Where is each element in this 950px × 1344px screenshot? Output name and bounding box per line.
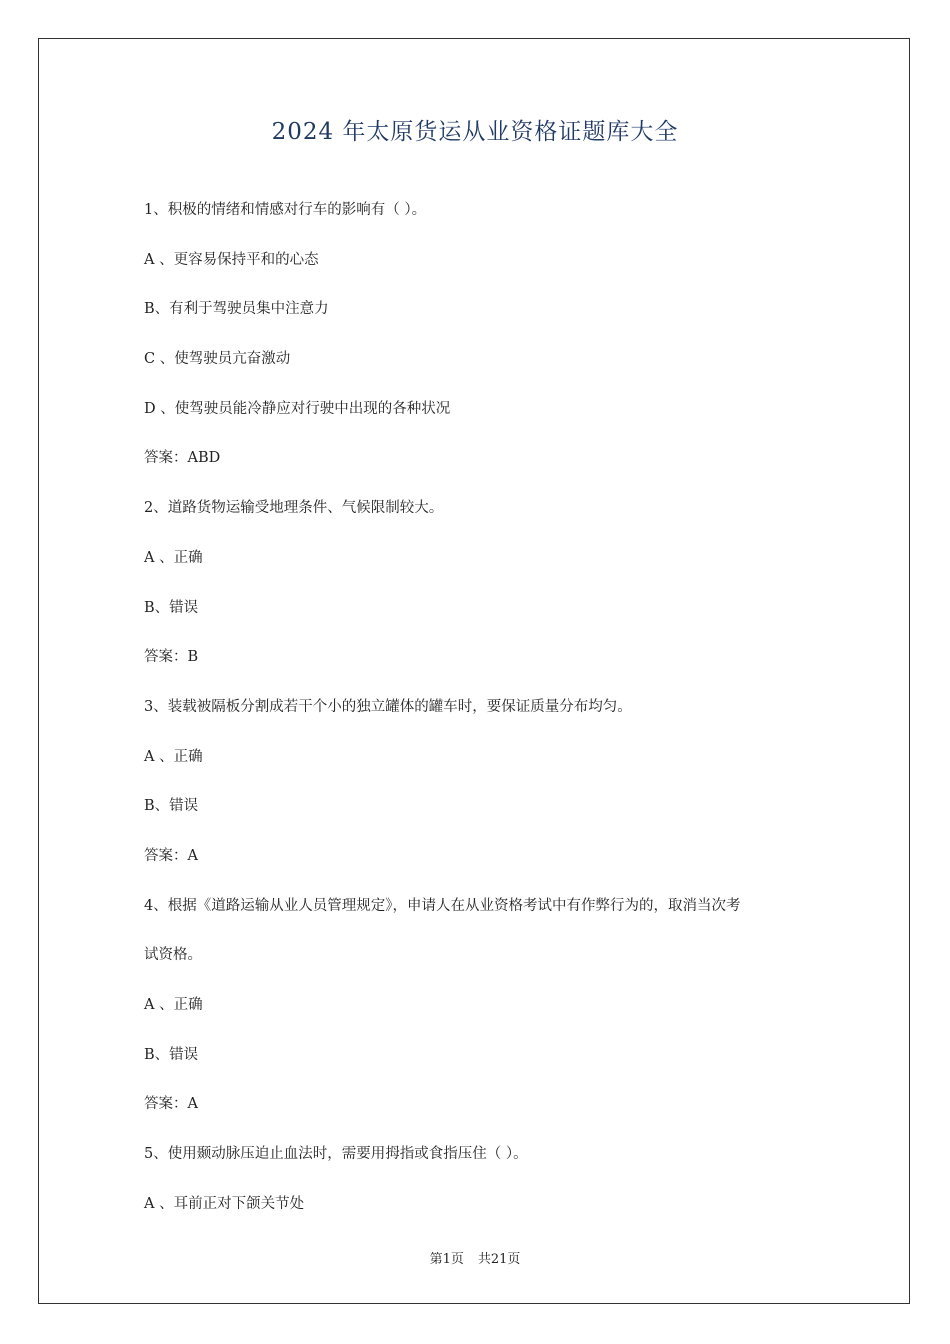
question-1-stem: 1、积极的情绪和情感对行车的影响有（ ）。 [144,202,427,218]
question-4-option-b: B、错误 [144,1046,199,1063]
question-1-option-d: D 、使驾驶员能冷静应对行驶中出现的各种状况 [144,400,451,417]
question-5-stem: 5、使用颞动脉压迫止血法时，需要用拇指或食指压住（ ）。 [144,1146,528,1163]
document-title: 2024 年太原货运从业资格证题库大全 [271,119,679,145]
question-1-option-c: C 、使驾驶员亢奋激动 [144,351,291,368]
question-list [144,200,824,1243]
question-4-stem-continued: 试资格。 [144,947,202,964]
question-2-option-b: B、错误 [144,599,199,616]
question-4-option-a: A 、正确 [144,997,203,1013]
question-5-option-a: A 、耳前正对下颌关节处 [144,1195,305,1212]
question-2-option-a: A 、正确 [144,549,203,566]
question-4-stem: 4、根据《道路运输从业人员管理规定》，申请人在从业资格考试中有作弊行为的，取消当次考 [144,897,741,914]
question-3-option-b: B、错误 [144,798,199,815]
page-total: 共21页 [477,1252,521,1267]
question-1-answer: 答案：ABD [144,450,221,467]
page-number: 第1页 [429,1252,464,1267]
question-2-stem: 2、道路货物运输受地理条件、气候限制较大。 [144,500,444,517]
question-3-option-a: A 、正确 [144,748,203,765]
page-footer [0,1248,950,1267]
question-3-stem: 3、装载被隔板分割成若干个小的独立罐体的罐车时，要保证质量分布均匀。 [144,698,632,715]
question-1-option-a: A 、更容易保持平和的心态 [144,251,319,268]
question-4-answer: 答案：A [144,1096,198,1113]
question-1-option-b: B、有利于驾驶员集中注意力 [144,301,329,318]
question-2-answer: 答案：B [144,649,199,666]
question-3-answer: 答案：A [144,847,198,864]
